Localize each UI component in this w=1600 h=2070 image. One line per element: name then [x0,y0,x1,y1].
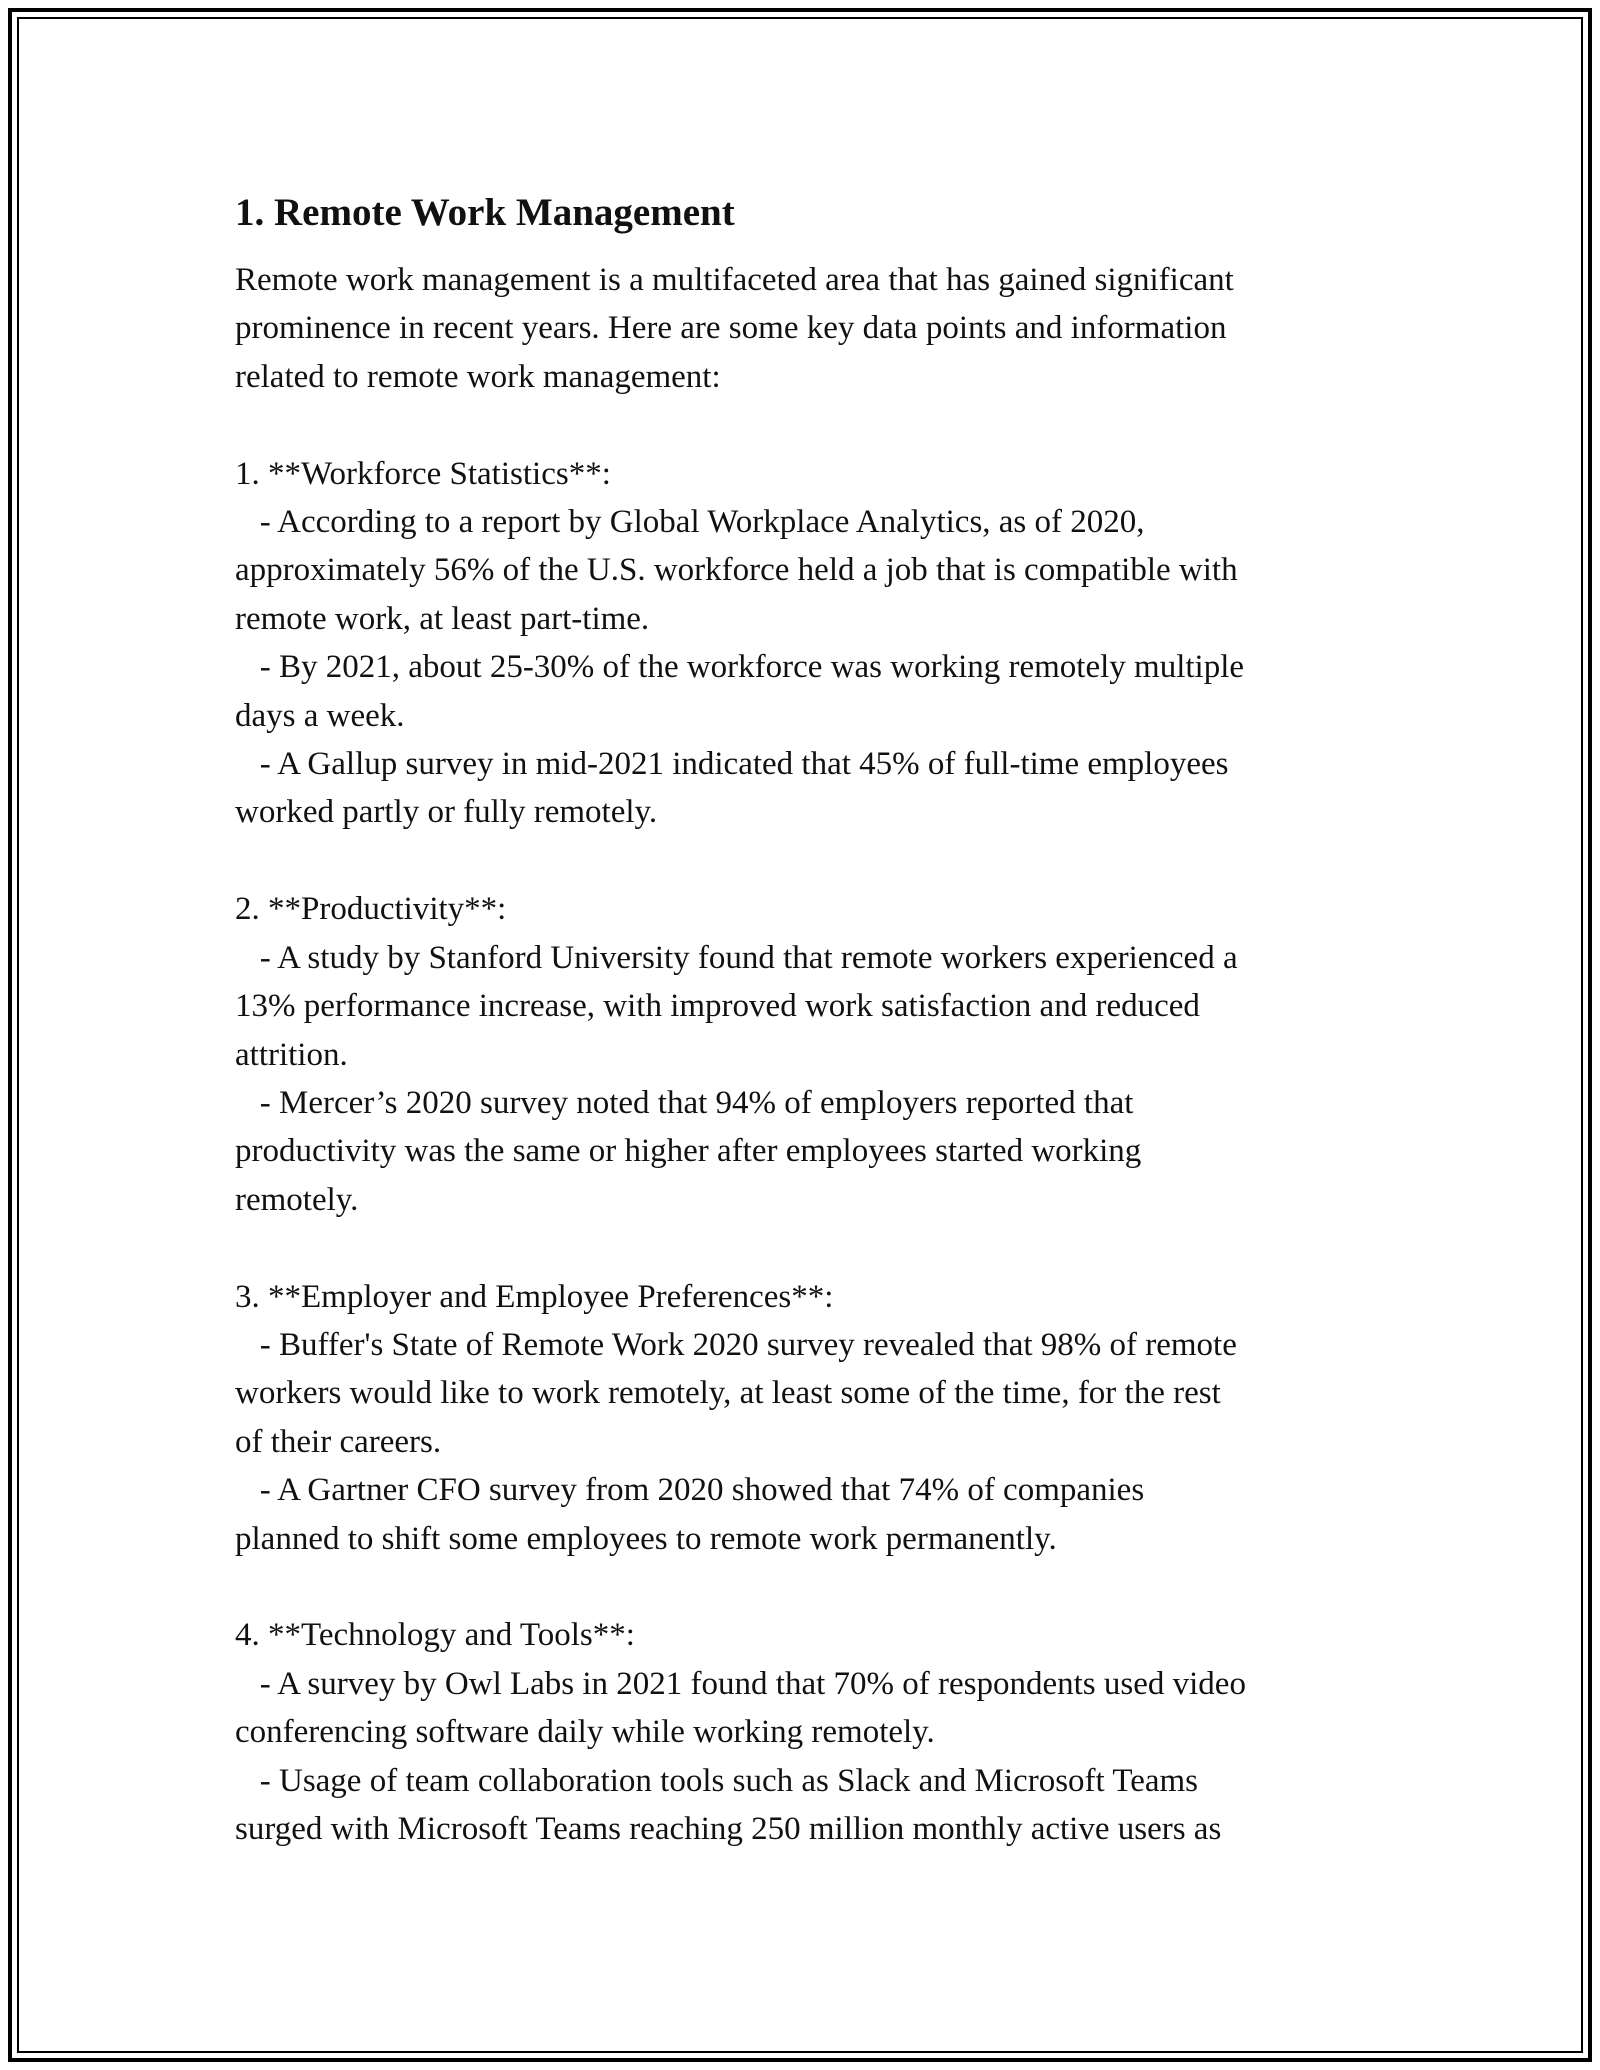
document-body: Remote work management is a multifaceted area that has gained significant prominence in recent years. Here are some key data points and information related to remote work management: 1. **Workforce Statistics**: - According to a report by Global Workplace Analytics, as of 2020, approximately 56% of the U.S. workforce held a job that is compatible with remote work, at least part-time. - By 2021, about 25-30% of the workforce was working remotely multiple days a week. - A Gallup survey in mid-2021 indicated that 45% of full-time employees worked partly or fully remotely. 2. **Productivity**: - A study by Stanford University found that remote workers experienced a 13% performance increase, with improved work satisfaction and reduced attrition. - Mercer’s 2020 survey noted that 94% of employers reported that productivity was the same or higher after employees started working remotely. 3. **Employer and Employee Preferences**: - Buffer's State of Remote Work 2020 survey revealed that 98% of remote workers would like to work remotely, at least some of the time, for the rest of their careers. - A Gartner CFO survey from 2020 showed that 74% of companies planned to shift some employees to remote work permanently. 4. **Technology and Tools**: - A survey by Owl Labs in 2021 found that 70% of respondents used video conferencing software daily while working remotely. - Usage of team collaboration tools such as Slack and Microsoft Teams surged with Microsoft Teams reaching 250 million monthly active users as [235,262,1246,1847]
document-content [235,184,1395,1853]
document-title: 1. Remote Work Management [235,191,735,234]
